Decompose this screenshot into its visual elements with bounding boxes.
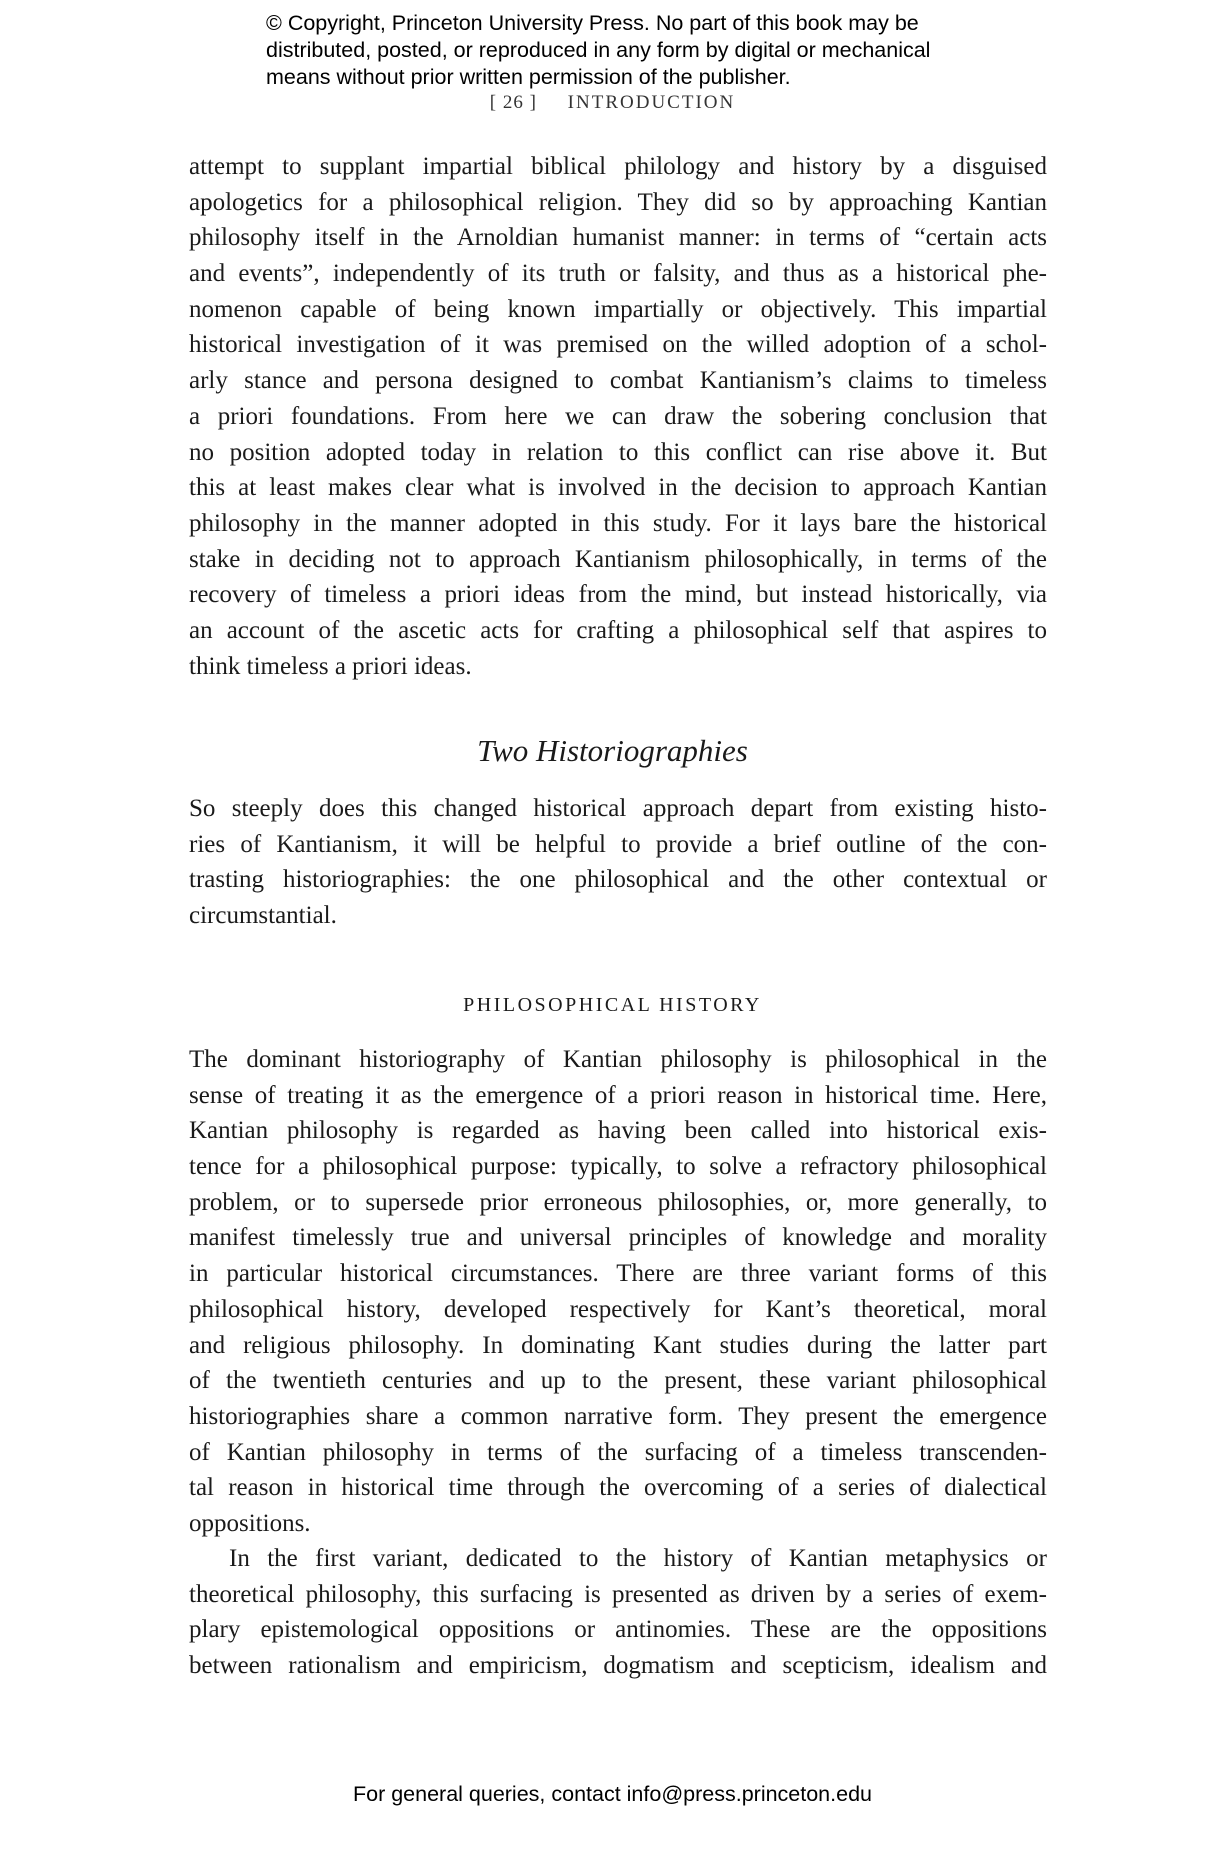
text-line: Kantian philosophy is regarded as having been called into historical exis- [189, 1117, 1047, 1145]
text-line: of the twentieth centuries and up to the present, these variant philosophical [189, 1367, 1047, 1395]
text-line: sense of treating it as the emergence of a priori reason in historical time. Here, [189, 1081, 1047, 1109]
text-line: apologetics for a philosophical religion. They did so by approaching Kantian [189, 188, 1047, 216]
text-line: nomenon capable of being known impartially or objectively. This impartial [189, 295, 1047, 323]
running-head [0, 92, 1225, 114]
text-line: theoretical philosophy, this surfacing is presented as driven by a series of exem- [189, 1580, 1047, 1608]
text-line: an account of the ascetic acts for crafting a philosophical self that aspires to [189, 616, 1047, 644]
text-line: and events”, independently of its truth or falsity, and thus as a historical phe- [189, 260, 1047, 288]
paragraph-1 [189, 149, 1047, 684]
text-line: tal reason in historical time through the overcoming of a series of dialectical [189, 1474, 1047, 1502]
text-line: philosophy in the manner adopted in this study. For it lays bare the historical [189, 509, 1047, 537]
text-line: problem, or to supersede prior erroneous philosophies, or, more generally, to [189, 1188, 1047, 1216]
text-line: a priori foundations. From here we can draw the sobering conclusion that [189, 402, 1047, 430]
subsection-heading: PHILOSOPHICAL HISTORY [463, 994, 762, 1016]
text-line: ries of Kantianism, it will be helpful to provide a brief outline of the con- [189, 830, 1047, 858]
copyright-line: means without prior written permission of the publisher. [266, 65, 791, 89]
copyright-line: © Copyright, Princeton University Press. No part of this book may be [266, 11, 919, 35]
copyright-notice [266, 10, 930, 91]
page-number: [ 26 ] [489, 92, 537, 113]
text-line: circumstantial. [189, 902, 337, 930]
text-line: no position adopted today in relation to this conflict can rise above it. But [189, 438, 1047, 466]
text-line: The dominant historiography of Kantian philosophy is philosophical in the [189, 1046, 1047, 1073]
text-line: of Kantian philosophy in terms of the surfacing of a timeless transcenden- [189, 1438, 1047, 1466]
text-line: philosophy itself in the Arnoldian humanist manner: in terms of “certain acts [189, 224, 1047, 252]
footer-contact: For general queries, contact info@press.princeton.edu [352, 1782, 872, 1806]
text-line: plary epistemological oppositions or antinomies. These are the oppositions [189, 1616, 1047, 1644]
text-line: recovery of timeless a priori ideas from the mind, but instead historically, via [189, 581, 1047, 609]
chapter-title: INTRODUCTION [567, 92, 736, 113]
text-line: philosophical history, developed respectively for Kant’s theoretical, moral [189, 1295, 1047, 1323]
text-line: manifest timelessly true and universal principles of knowledge and morality [189, 1224, 1047, 1252]
text-line: tence for a philosophical purpose: typically, to solve a refractory philosophical [189, 1153, 1047, 1181]
text-line: and religious philosophy. In dominating Kant studies during the latter part [189, 1331, 1047, 1359]
text-line: in particular historical circumstances. There are three variant forms of this [189, 1260, 1047, 1288]
text-line: In the first variant, dedicated to the history of Kantian metaphysics or [229, 1545, 1047, 1572]
text-line: historiographies share a common narrative form. They present the emergence [189, 1402, 1047, 1430]
text-line: historical investigation of it was premised on the willed adoption of a schol- [189, 331, 1047, 359]
text-line: this at least makes clear what is involved in the decision to approach Kantian [189, 474, 1047, 502]
text-line: think timeless a priori ideas. [189, 652, 472, 680]
paragraph-3 [189, 1042, 1047, 1542]
text-line: So steeply does this changed historical approach depart from existing histo- [189, 795, 1047, 822]
text-line: trasting historiographies: the one philosophical and the other contextual or [189, 866, 1047, 894]
section-heading: Two Historiographies [477, 733, 748, 768]
text-line: stake in deciding not to approach Kantianism philosophically, in terms of the [189, 545, 1047, 573]
text-line: between rationalism and empiricism, dogmatism and scepticism, idealism and [189, 1652, 1047, 1680]
text-line: arly stance and persona designed to combat Kantianism’s claims to timeless [189, 367, 1047, 395]
copyright-line: distributed, posted, or reproduced in any form by digital or mechanical [266, 38, 931, 62]
paragraph-4 [189, 1541, 1047, 1684]
text-line: oppositions. [189, 1509, 311, 1537]
paragraph-2 [189, 791, 1047, 934]
text-line: attempt to supplant impartial biblical philology and history by a disguised [189, 153, 1047, 180]
